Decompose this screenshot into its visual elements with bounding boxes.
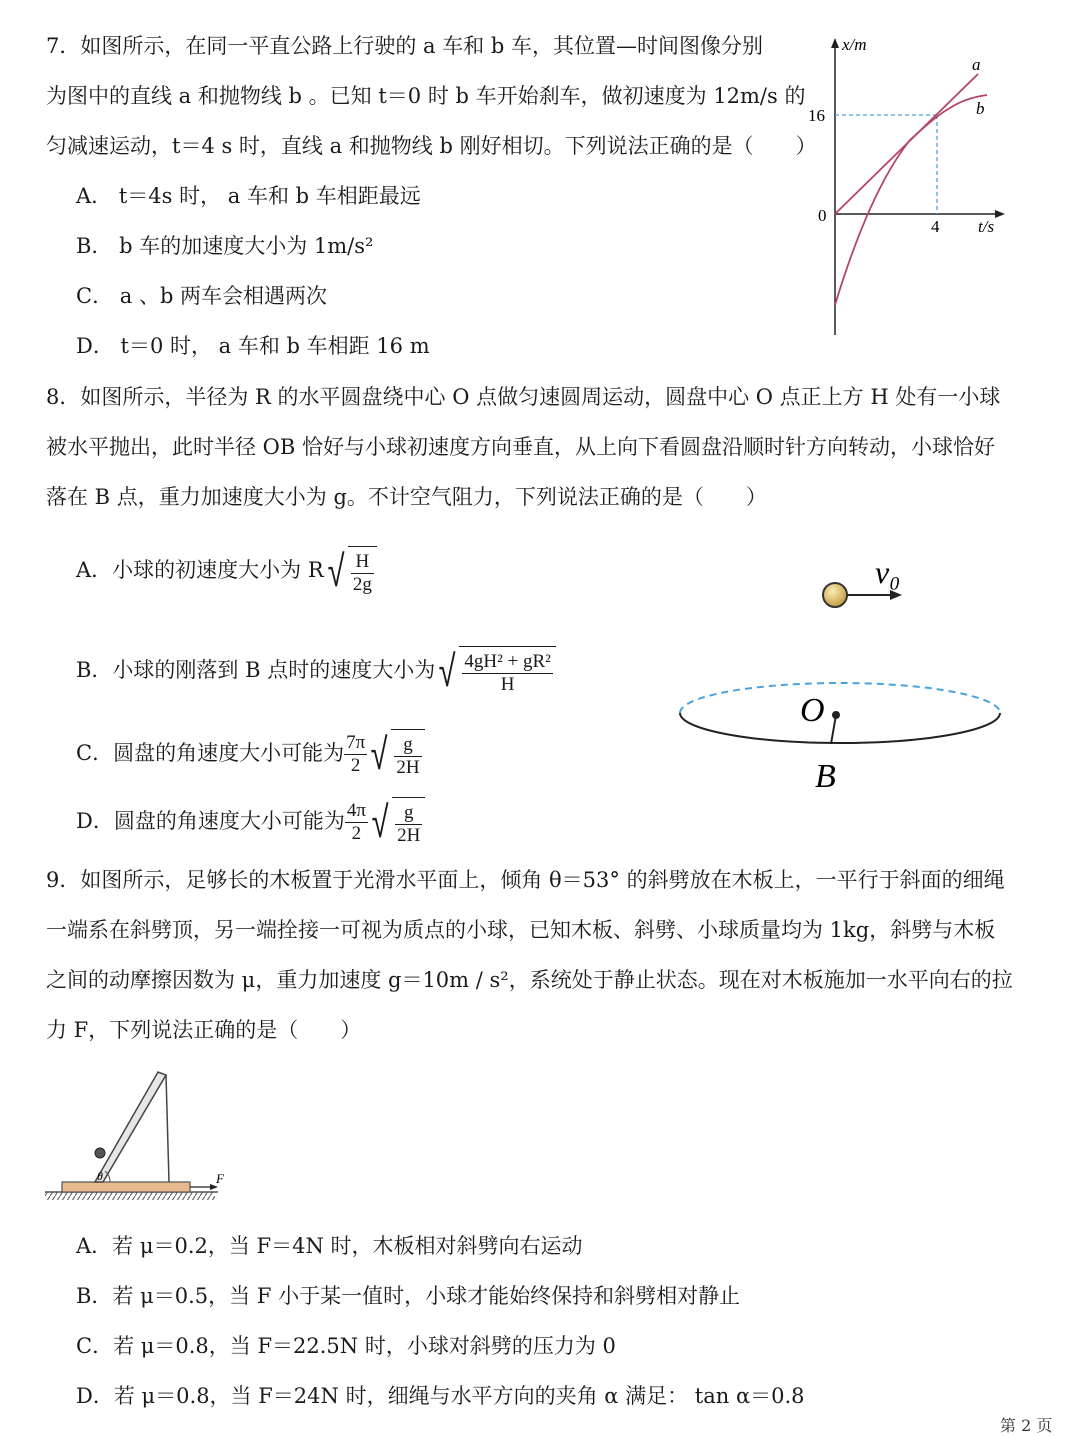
q7-option-c: C． a 、b 两车会相遇两次 <box>76 284 328 308</box>
q8-option-a-sqrt: √ $\frac{H}{2g}$ <box>324 546 377 597</box>
radius-ob <box>831 715 836 744</box>
q8-option-d-rnum: g <box>403 802 414 823</box>
q8-option-d-num: 4π <box>346 800 366 821</box>
q8-option-d-frac <box>345 800 368 845</box>
board <box>62 1182 190 1192</box>
q8-option-a-text: A．小球的初速度大小为 R <box>76 558 324 582</box>
x-axis-label: t/s <box>978 217 995 236</box>
v0-label: v₀ <box>875 554 901 590</box>
q7-option-b: B． b 车的加速度大小为 1m/s² <box>76 234 374 258</box>
line-a-label: a <box>972 55 981 74</box>
q7-line-3: 匀减速运动，t＝4 s 时，直线 a 和抛物线 b 刚好相切。下列说法正确的是（ ） <box>46 134 817 158</box>
page-number: 第 2 页 <box>1000 1416 1053 1435</box>
q8-option-c-den: 2 <box>344 754 367 777</box>
q8-option-d-rden: 2H <box>397 825 421 846</box>
q7-line-1: 7．如图所示，在同一平直公路上行驶的 a 车和 b 车，其位置—时间图像分别 <box>46 34 764 58</box>
q8-disk-figure <box>670 545 1015 805</box>
q7-option-a: A． t＝4s 时， a 车和 b 车相距最远 <box>76 184 421 208</box>
q9-option-c: C．若 μ＝0.8，当 F＝22.5N 时，小球对斜劈的压力为 0 <box>76 1334 616 1358</box>
velocity-arrowhead <box>890 590 902 600</box>
q7-line-2: 为图中的直线 a 和抛物线 b 。已知 t＝0 时 b 车开始刹车，做初速度为 12m/s 的 <box>46 84 806 108</box>
line-b-label: b <box>976 99 985 118</box>
ball <box>823 583 847 607</box>
q9-wedge-figure <box>40 1060 240 1210</box>
q8-option-c-text: C．圆盘的角速度大小可能为 <box>76 741 345 765</box>
y-axis-label: x/m <box>842 35 867 54</box>
o-label: O <box>800 692 825 729</box>
q8-option-b-text: B．小球的刚落到 B 点时的速度大小为 <box>76 658 436 682</box>
ground-hatching <box>45 1192 215 1200</box>
disk-back-edge <box>680 683 1000 713</box>
q8-line-2: 被水平抛出，此时半径 OB 恰好与小球初速度方向垂直，从上向下看圆盘沿顺时针方向转动，小球恰好 <box>46 435 995 459</box>
q9-line-2: 一端系在斜劈顶，另一端拴接一可视为质点的小球，已知木板、斜劈、小球质量均为 1kg，斜劈与木板 <box>46 918 996 942</box>
q9-line-1: 9．如图所示，足够长的木板置于光滑水平面上，倾角 θ＝53° 的斜劈放在木板上，一平行于斜面的细绳 <box>46 868 1005 892</box>
q8-option-d-sqrt: √ $\frac{g}{2H}$ <box>368 797 425 848</box>
q9-option-d: D．若 μ＝0.8，当 F＝24N 时，细绳与水平方向的夹角 α 满足： tan α＝0.8 <box>76 1384 805 1408</box>
small-ball <box>95 1148 105 1158</box>
q8-option-d-den: 2 <box>345 822 368 845</box>
q8-option-b-sqrt: √ $\frac{\text{4gH² + gR²}}{H}$ <box>435 646 556 697</box>
wedge <box>95 1072 166 1182</box>
q8-option-d <box>76 796 425 848</box>
q8-option-b-den: H <box>462 673 553 696</box>
q8-line-3: 落在 B 点，重力加速度大小为 g。不计空气阻力，下列说法正确的是（ ） <box>46 485 767 509</box>
q8-option-c-frac <box>344 732 367 777</box>
q8-line-1: 8．如图所示，半径为 R 的水平圆盘绕中心 O 点做匀速圆周运动，圆盘中心 O 点正上方 H 处有一小球 <box>46 385 1001 409</box>
q8-option-c-num: 7π <box>346 732 366 753</box>
q9-option-a: A．若 μ＝0.2，当 F＝4N 时，木板相对斜劈向右运动 <box>76 1234 583 1258</box>
q8-option-c-sqrt: √ $\frac{g}{2H}$ <box>367 729 424 780</box>
parabola-b <box>835 95 987 305</box>
q7-position-time-graph <box>800 30 1020 350</box>
y-tick-16: 16 <box>808 106 825 125</box>
origin-label: 0 <box>818 206 827 225</box>
x-axis-arrow <box>995 210 1005 218</box>
y-axis-arrow <box>831 38 839 48</box>
q9-line-4: 力 F，下列说法正确的是（ ） <box>46 1018 362 1042</box>
q8-option-c-rnum: g <box>403 734 413 755</box>
theta-label: θ <box>97 1169 103 1183</box>
q8-option-a-den: 2g <box>352 574 372 595</box>
q8-option-c-rden: 2H <box>396 757 420 778</box>
b-label: B <box>815 758 836 795</box>
q8-option-c <box>76 728 425 780</box>
disk-front-edge <box>680 713 1000 743</box>
q8-option-a <box>76 545 377 597</box>
q9-line-3: 之间的动摩擦因数为 μ，重力加速度 g＝10m / s²，系统处于静止状态。现在对木板施加一水平向右的拉 <box>46 968 1013 992</box>
q8-option-b-num: 4gH² + gR² <box>464 651 551 672</box>
q9-option-b: B．若 μ＝0.5，当 F 小于某一值时，小球才能始终保持和斜劈相对静止 <box>76 1284 741 1308</box>
q8-option-d-text: D．圆盘的角速度大小可能为 <box>76 809 345 833</box>
f-label: F <box>216 1171 224 1186</box>
wedge-vertical-side <box>166 1075 169 1182</box>
q7-option-d: D． t＝0 时， a 车和 b 车相距 16 m <box>76 334 430 358</box>
x-tick-4: 4 <box>931 217 940 236</box>
q8-option-a-num: H <box>355 551 370 572</box>
q8-option-b <box>76 645 556 697</box>
